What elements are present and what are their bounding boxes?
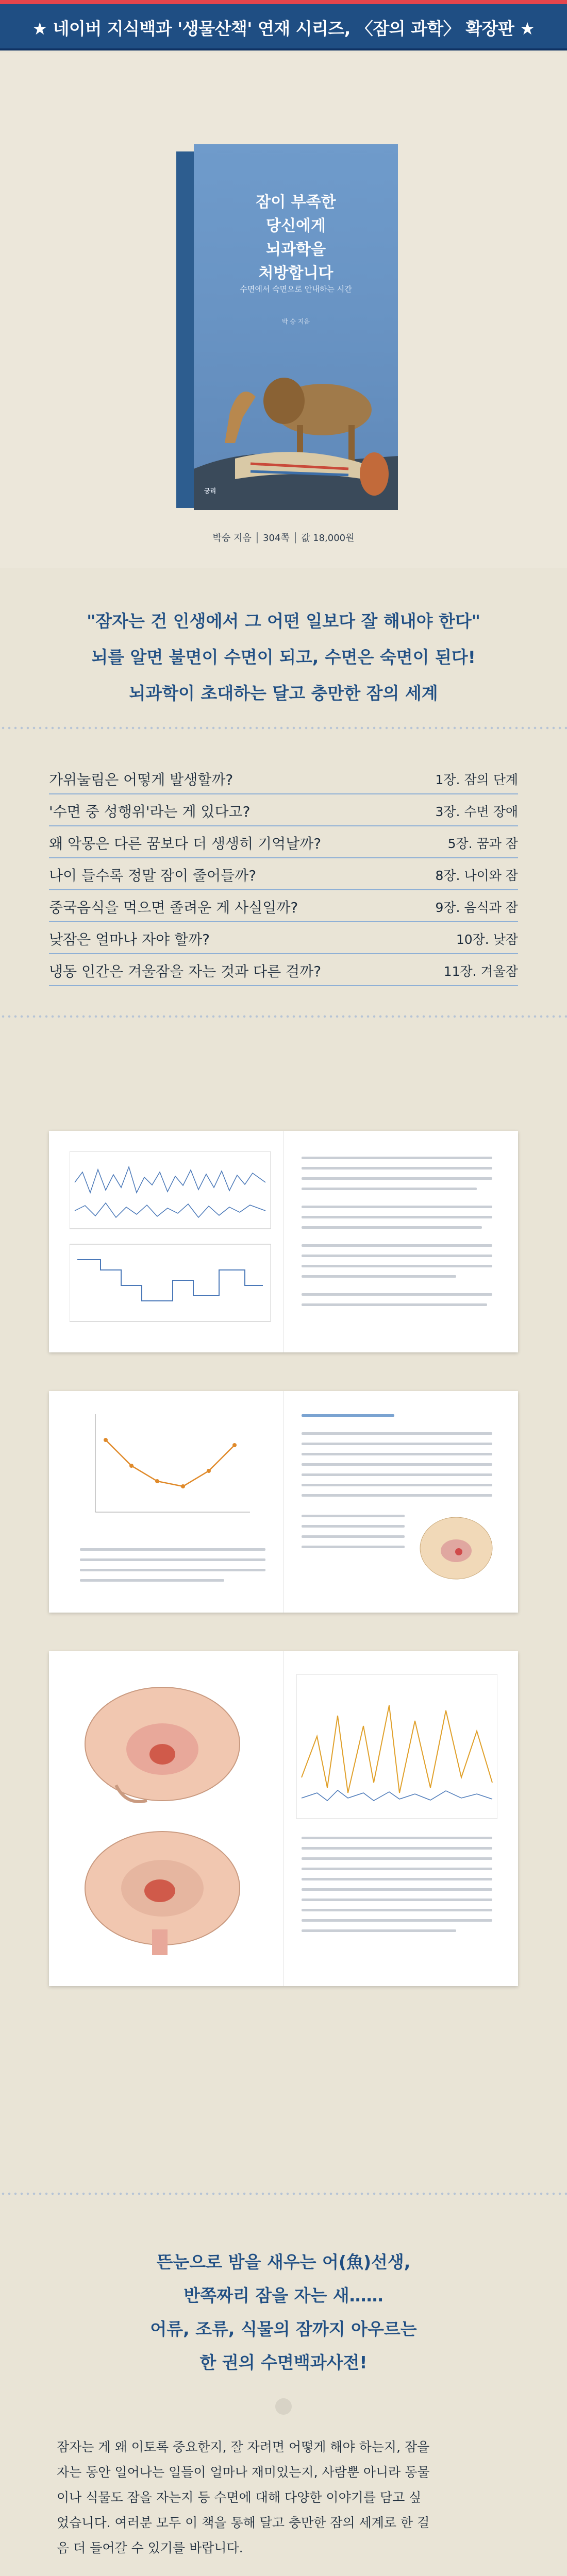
sample-eeg-figure bbox=[70, 1151, 271, 1327]
paragraph-line: 이나 식물도 잠을 자는지 등 수면에 대해 다양한 이야기를 담고 싶 bbox=[57, 2490, 422, 2505]
book-title-line: 뇌과학을 bbox=[266, 241, 326, 259]
closing-line-1: 뜬눈으로 밤을 새우는 어(魚)선생, bbox=[156, 2252, 411, 2272]
paragraph-line: 었습니다. 여러분 모두 이 책을 통해 달고 충만한 잠의 세계로 한 걸 bbox=[57, 2515, 430, 2530]
sample-spread-3 bbox=[49, 1651, 518, 1986]
quote-line-3: 뇌과학이 초대하는 달고 충만한 잠의 세계 bbox=[129, 683, 438, 703]
contents-list bbox=[49, 762, 518, 986]
dotted-divider bbox=[0, 2192, 567, 2195]
toc-question: 낮잠은 얼마나 자야 할까? bbox=[49, 931, 210, 948]
book-title-line: 잠이 부족한 bbox=[256, 193, 336, 211]
book-front bbox=[194, 144, 398, 510]
closing-line-4: 한 권의 수면백과사전! bbox=[199, 2352, 368, 2372]
book-cover bbox=[176, 144, 398, 510]
toc-chapter: 3장. 수면 장애 bbox=[435, 804, 518, 819]
top-banner bbox=[0, 0, 567, 50]
book-title bbox=[194, 191, 398, 285]
list-item bbox=[49, 858, 518, 890]
paragraph-line: 자는 동안 일어나는 일들이 얼마나 재미있는지, 사람뿐 아니라 동물 bbox=[57, 2465, 430, 2480]
dotted-divider bbox=[0, 726, 567, 730]
toc-question: 냉동 인간은 겨울잠을 자는 것과 다른 걸까? bbox=[49, 963, 322, 980]
toc-chapter: 9장. 음식과 잠 bbox=[435, 900, 518, 915]
toc-chapter: 8장. 나이와 잠 bbox=[435, 868, 518, 883]
quote-line-2: 뇌를 알면 불면이 수면이 되고, 수면은 숙면이 된다! bbox=[91, 647, 476, 667]
closing-line-3: 어류, 조류, 식물의 잠까지 아우르는 bbox=[150, 2319, 417, 2339]
list-item bbox=[49, 890, 518, 922]
book-publisher: 궁리 bbox=[204, 487, 216, 495]
page-gutter bbox=[283, 1651, 284, 1986]
toc-chapter: 11장. 겨울잠 bbox=[443, 964, 518, 979]
list-item bbox=[49, 762, 518, 794]
sun-icon bbox=[275, 2398, 292, 2415]
toc-chapter: 1장. 잠의 단계 bbox=[435, 772, 518, 787]
book-info: 박승 지음 │ 304쪽 │ 값 18,000원 bbox=[212, 533, 355, 544]
cover-illustration bbox=[194, 340, 398, 510]
list-item bbox=[49, 826, 518, 858]
dotted-divider bbox=[0, 1015, 567, 1018]
book-title-line: 처방합니다 bbox=[258, 264, 333, 282]
page-gutter bbox=[283, 1391, 284, 1613]
intro-paragraph bbox=[57, 2434, 510, 2561]
sample-spread-2 bbox=[49, 1391, 518, 1613]
book-author: 박 승 지음 bbox=[282, 318, 310, 325]
paragraph-line: 음 더 들어갈 수 있기를 바랍니다. bbox=[57, 2540, 243, 2555]
toc-question: 중국음식을 먹으면 졸려운 게 사실일까? bbox=[49, 899, 298, 916]
sample-bar-figure bbox=[296, 1674, 497, 1819]
brain-illustration-large bbox=[70, 1672, 271, 1960]
banner-text: ★ 네이버 지식백과 '생물산책' 연재 시리즈, 〈잠의 과학〉 확장판 ★ bbox=[32, 19, 535, 39]
sample-line-figure bbox=[80, 1409, 255, 1528]
list-item bbox=[49, 794, 518, 826]
paragraph-line: 잠자는 게 왜 이토록 중요한지, 잘 자려면 어떻게 해야 하는지, 잠을 bbox=[57, 2439, 430, 2454]
list-item bbox=[49, 954, 518, 986]
quote-line-1: "잠자는 건 인생에서 그 어떤 일보다 잘 해내야 한다" bbox=[87, 611, 480, 631]
toc-chapter: 5장. 꿈과 잠 bbox=[447, 836, 518, 851]
book-title-line: 당신에게 bbox=[266, 217, 326, 235]
toc-question: '수면 중 성행위'라는 게 있다고? bbox=[49, 803, 251, 820]
page-gutter bbox=[283, 1131, 284, 1352]
closing-line-2: 반쪽짜리 잠을 자는 새…… bbox=[184, 2285, 383, 2306]
toc-question: 나이 들수록 정말 잠이 줄어들까? bbox=[49, 867, 257, 884]
attribution bbox=[399, 2573, 510, 2576]
brain-illustration-small bbox=[415, 1510, 497, 1592]
toc-question: 왜 악몽은 다른 꿈보다 더 생생히 기억날까? bbox=[49, 835, 322, 852]
sample-spread-1 bbox=[49, 1131, 518, 1352]
book-subtitle: 수면에서 숙면으로 안내하는 시간 bbox=[240, 284, 352, 294]
toc-question: 가위눌림은 어떻게 발생할까? bbox=[49, 771, 234, 788]
book-spine bbox=[176, 151, 194, 508]
toc-chapter: 10장. 낮잠 bbox=[456, 932, 518, 947]
list-item bbox=[49, 922, 518, 954]
banner-stripe bbox=[0, 0, 567, 4]
